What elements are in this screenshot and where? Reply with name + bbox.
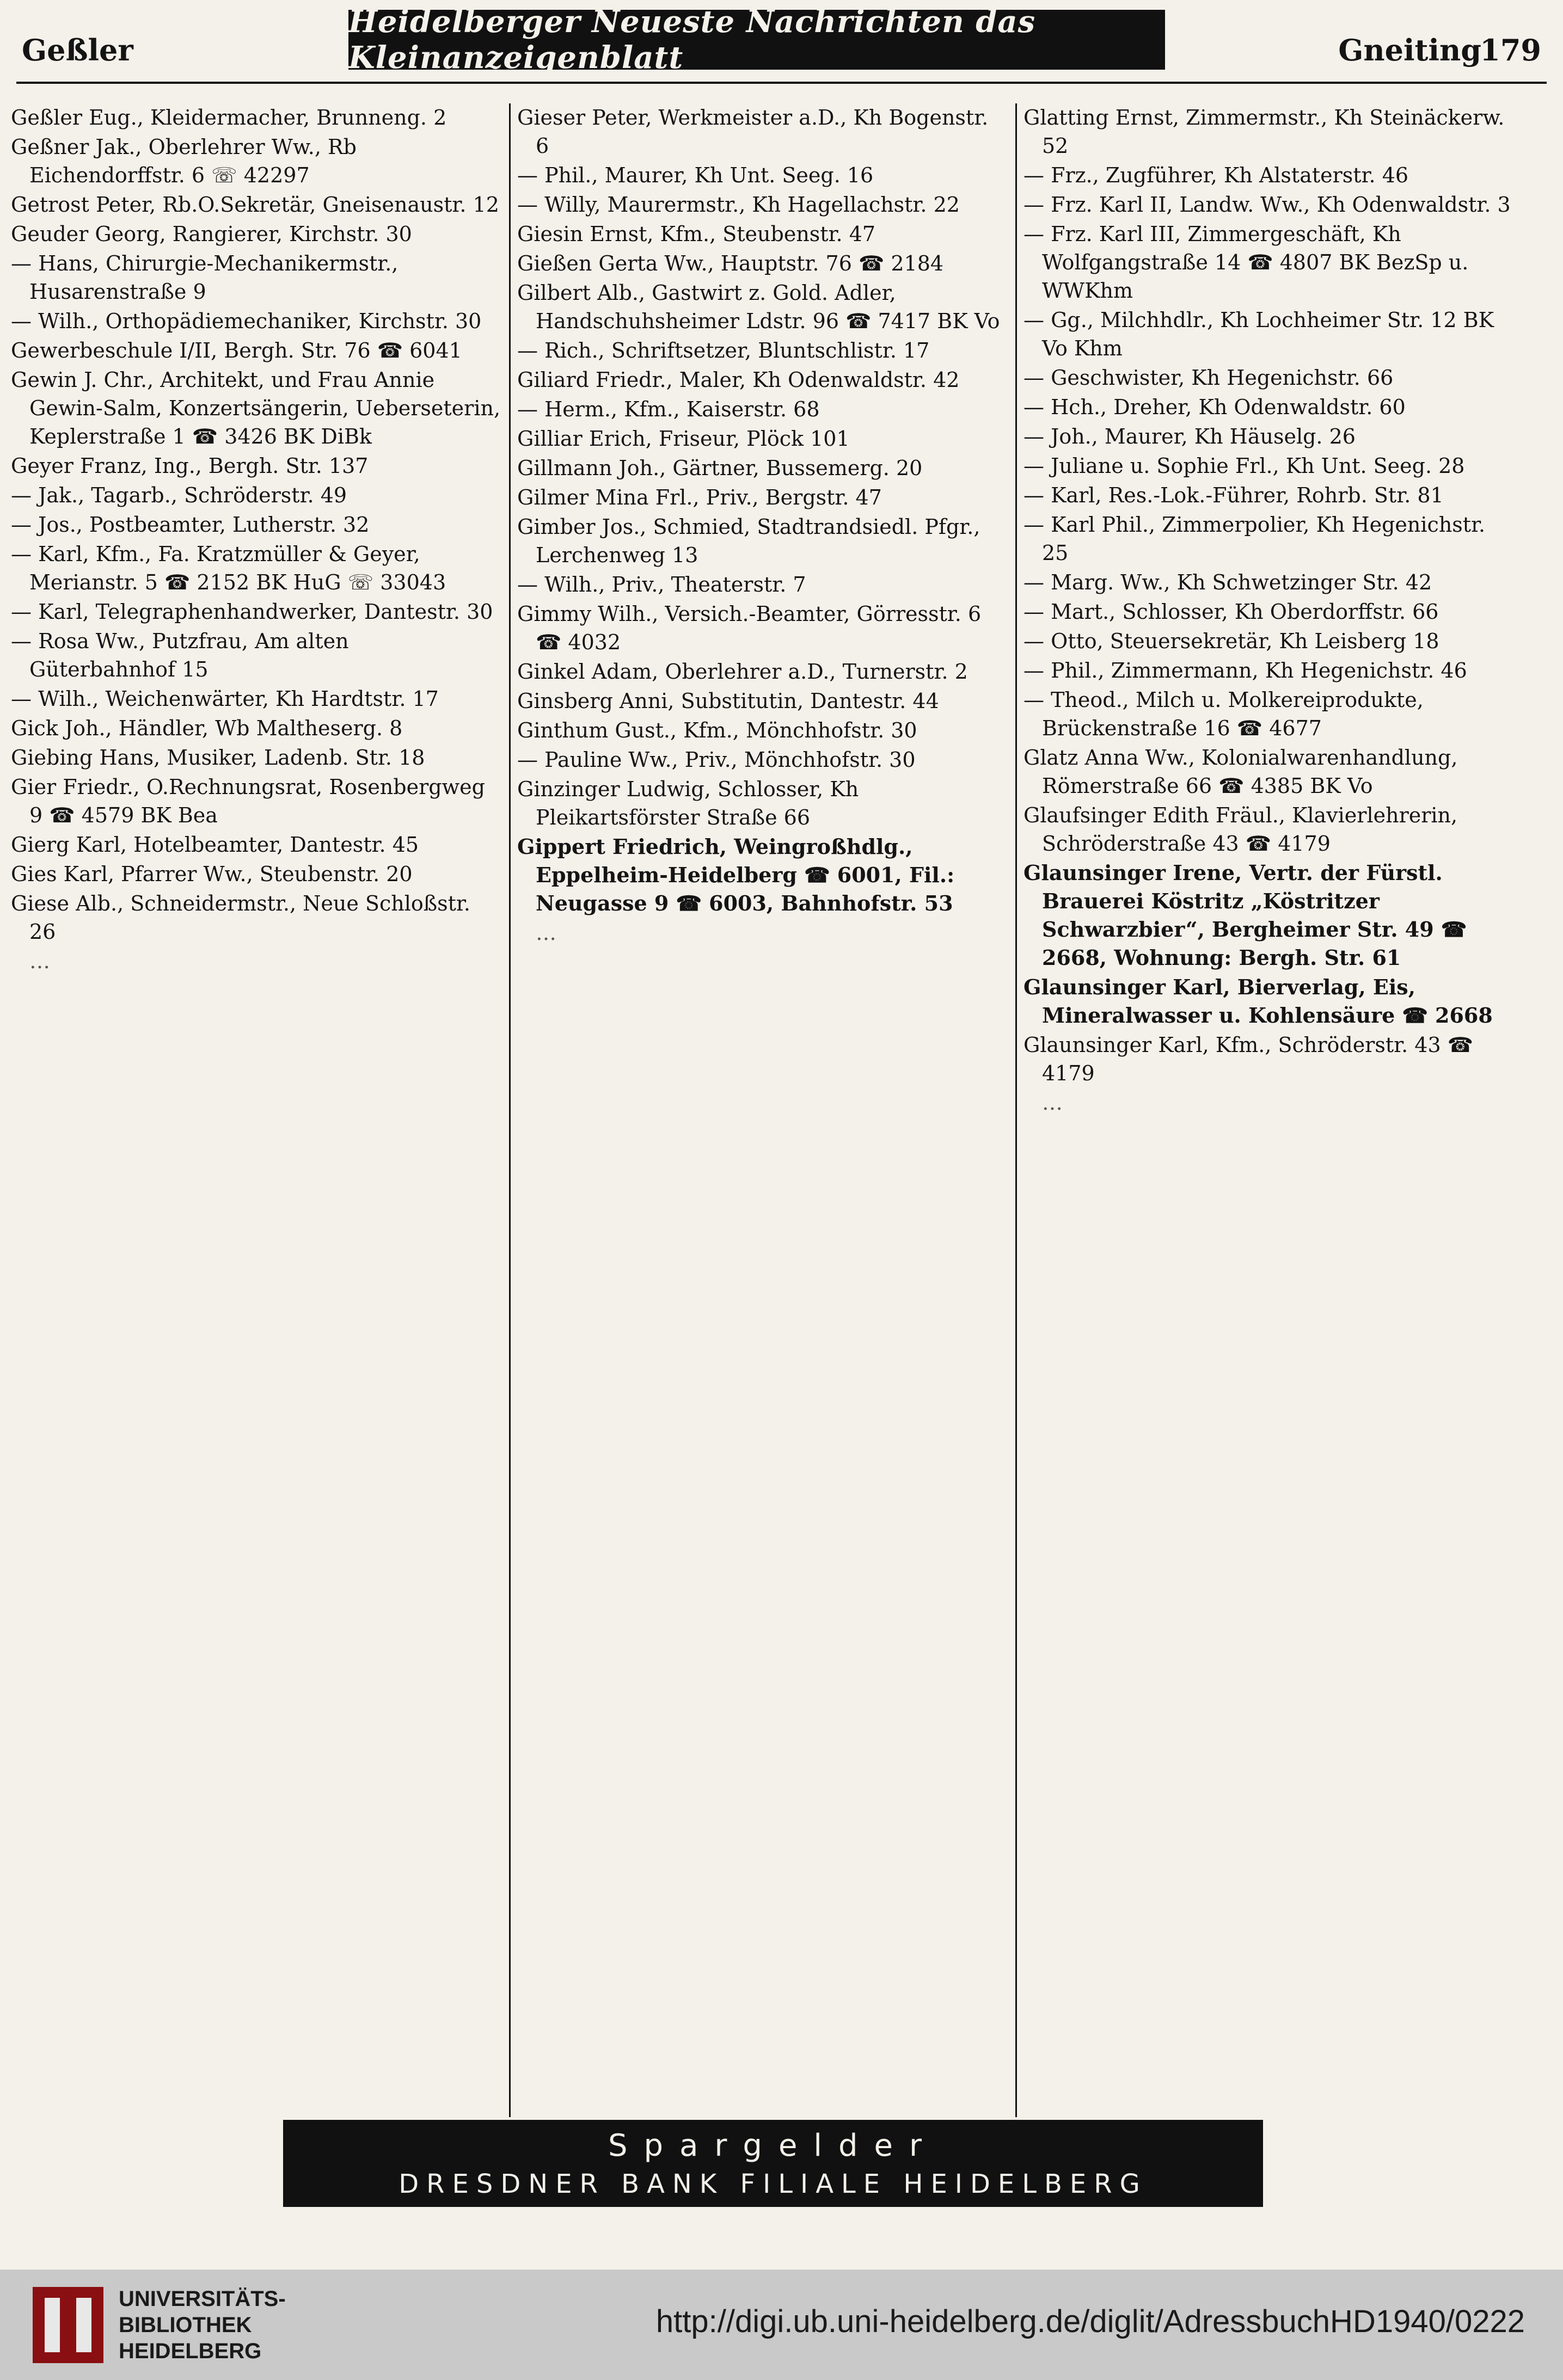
directory-entry: — Juliane u. Sophie Frl., Kh Unt. Seeg. 28 — [1023, 454, 1465, 478]
directory-entry: — Frz. Karl II, Landw. Ww., Kh Odenwaldstr. 3 — [1023, 193, 1511, 217]
directory-entry: Giese Alb., Schneidermstr., Neue Schloßstr. 26 — [11, 891, 470, 944]
directory-entry: — Geschwister, Kh Hegenichstr. 66 — [1023, 366, 1394, 390]
directory-entry: — Jos., Postbeamter, Lutherstr. 32 — [11, 513, 370, 537]
directory-entry: Gick Joh., Händler, Wb Maltheserg. 8 — [11, 716, 403, 740]
directory-entry: — Karl, Res.-Lok.-Führer, Rohrb. Str. 81 — [1023, 483, 1444, 507]
directory-entry: Geuder Georg, Rangierer, Kirchstr. 30 — [11, 222, 412, 246]
directory-entry: — Frz. Karl III, Zimmergeschäft, Kh Wolfgangstraße 14 ☎ 4807 BK BezSp u. WWKhm — [1023, 222, 1469, 303]
directory-entry: — Willy, Maurermstr., Kh Hagellachstr. 22 — [517, 193, 960, 217]
directory-entry: — Theod., Milch u. Molkereiprodukte, Brückenstraße 16 ☎ 4677 — [1023, 688, 1424, 740]
directory-entry: — Karl, Telegraphenhandwerker, Dantestr. 30 — [11, 600, 493, 624]
directory-entry: Geßler Eug., Kleidermacher, Brunneng. 2 — [11, 106, 447, 130]
directory-entry: Ginzinger Ludwig, Schlosser, Kh Pleikartsförster Straße 66 — [517, 777, 859, 829]
directory-entry: Gilliar Erich, Friseur, Plöck 101 — [517, 427, 850, 451]
directory-entry: — Otto, Steuersekretär, Kh Leisberg 18 — [1023, 629, 1439, 653]
directory-entry: — Karl, Kfm., Fa. Kratzmüller & Geyer, Merianstr. 5 ☎ 2152 BK HuG ☏ 33043 — [11, 542, 446, 594]
directory-entry: — Joh., Maurer, Kh Häuselg. 26 — [1023, 425, 1356, 448]
directory-entry: Geßner Jak., Oberlehrer Ww., Rb Eichendorffstr. 6 ☏ 42297 — [11, 135, 357, 187]
directory-entry: Gewin J. Chr., Architekt, und Frau Annie Gewin-Salm, Konzertsängerin, Ueberseterin, Keplerstraße 1 ☎ 3426 BK DiBk — [11, 368, 501, 448]
directory-entry: — Wilh., Orthopädiemechaniker, Kirchstr. 30 — [11, 309, 482, 333]
directory-entry: — Karl Phil., Zimmerpolier, Kh Hegenichstr. 25 — [1023, 513, 1486, 565]
column-divider — [509, 103, 511, 2117]
directory-entry: Gilbert Alb., Gastwirt z. Gold. Adler, Handschuhsheimer Ldstr. 96 ☎ 7417 BK Vo — [517, 281, 1000, 333]
source-url-link[interactable]: http://digi.ub.uni-heidelberg.de/diglit/AdressbuchHD1940/0222 — [655, 2304, 1525, 2339]
directory-entry: Glatting Ernst, Zimmermstr., Kh Steinäckerw. 52 — [1023, 106, 1505, 158]
header-first-name: Geßler — [22, 33, 133, 67]
library-footer — [0, 2270, 1563, 2380]
column-2 — [517, 103, 1007, 2117]
directory-entry: — Marg. Ww., Kh Schwetzinger Str. 42 — [1023, 570, 1432, 594]
directory-entry: Gieser Peter, Werkmeister a.D., Kh Bogenstr. 6 — [517, 106, 989, 158]
directory-entry: — Wilh., Priv., Theaterstr. 7 — [517, 573, 806, 596]
library-logo[interactable] — [33, 2286, 286, 2364]
directory-entry: Getrost Peter, Rb.O.Sekretär, Gneisenaustr. 12 — [11, 193, 499, 217]
directory-entry: Glaunsinger Karl, Bierverlag, Eis, Mineralwasser u. Kohlensäure ☎ 2668 — [1023, 975, 1493, 1028]
library-logo-text: UNIVERSITÄTS- BIBLIOTHEK HEIDELBERG — [119, 2286, 286, 2363]
column-1 — [11, 103, 501, 2117]
directory-entry: Glaunsinger Irene, Vertr. der Fürstl. Brauerei Köstritz „Köstritzer Schwarzbier“, Bergheimer Str. 49 ☎ 2668, Wohnung: Bergh. Str. 61 — [1023, 860, 1467, 970]
directory-entry: Glatz Anna Ww., Kolonialwarenhandlung, Römerstraße 66 ☎ 4385 BK Vo — [1023, 746, 1458, 798]
directory-entry: — Herm., Kfm., Kaiserstr. 68 — [517, 397, 820, 421]
directory-entry: — Frz., Zugführer, Kh Alstaterstr. 46 — [1023, 163, 1409, 187]
advertisement-banner — [283, 2120, 1263, 2207]
directory-entry: — Gg., Milchhdlr., Kh Lochheimer Str. 12 BK Vo Khm — [1023, 308, 1494, 360]
directory-entry: Gippert Friedrich, Weingroßhdlg., Eppelheim-Heidelberg ☎ 6001, Fil.: Neugasse 9 ☎ 6003, Bahnhofstr. 53 — [517, 834, 955, 915]
directory-entry: Gier Friedr., O.Rechnungsrat, Rosenbergweg 9 ☎ 4579 BK Bea — [11, 775, 485, 827]
directory-entry: — Phil., Zimmermann, Kh Hegenichstr. 46 — [1023, 659, 1467, 682]
directory-entry: — Mart., Schlosser, Kh Oberdorffstr. 66 — [1023, 600, 1439, 624]
directory-entry: — Jak., Tagarb., Schröderstr. 49 — [11, 483, 347, 507]
omitted-entries-marker: … — [1042, 1091, 1063, 1115]
omitted-entries-marker: … — [29, 949, 50, 973]
omitted-entries-marker: … — [536, 921, 556, 945]
library-logo-icon — [33, 2287, 103, 2363]
directory-entry: — Wilh., Weichenwärter, Kh Hardtstr. 17 — [11, 687, 439, 711]
column-divider — [1015, 103, 1017, 2117]
directory-entry: — Hch., Dreher, Kh Odenwaldstr. 60 — [1023, 395, 1406, 419]
directory-entry: Gies Karl, Pfarrer Ww., Steubenstr. 20 — [11, 862, 413, 886]
directory-entry: Geyer Franz, Ing., Bergh. Str. 137 — [11, 454, 369, 478]
header-banner: Heidelberger Neueste Nachrichten das Kleinanzeigenblatt — [348, 10, 1165, 70]
directory-entry: Giebing Hans, Musiker, Ladenb. Str. 18 — [11, 746, 425, 770]
directory-entry: Gillmann Joh., Gärtner, Bussemerg. 20 — [517, 456, 923, 480]
ad-headline: Spargelder — [608, 2127, 939, 2163]
directory-entry: Gießen Gerta Ww., Hauptstr. 76 ☎ 2184 — [517, 251, 944, 275]
directory-entry: Gewerbeschule I/II, Bergh. Str. 76 ☎ 6041 — [11, 339, 462, 362]
directory-entry: Giliard Friedr., Maler, Kh Odenwaldstr. 42 — [517, 368, 960, 392]
directory-entry: Ginsberg Anni, Substitutin, Dantestr. 44 — [517, 689, 939, 713]
page-number: 179 — [1480, 33, 1541, 67]
directory-entry: Gilmer Mina Frl., Priv., Bergstr. 47 — [517, 485, 882, 509]
directory-entry: Gierg Karl, Hotelbeamter, Dantestr. 45 — [11, 833, 419, 857]
directory-entry: Gimber Jos., Schmied, Stadtrandsiedl. Pfgr., Lerchenweg 13 — [517, 515, 980, 567]
header-divider — [16, 82, 1547, 84]
directory-entry: — Hans, Chirurgie-Mechanikermstr., Husarenstraße 9 — [11, 251, 399, 304]
directory-entry: — Rosa Ww., Putzfrau, Am alten Güterbahnhof 15 — [11, 629, 349, 681]
directory-entry: Ginkel Adam, Oberlehrer a.D., Turnerstr. 2 — [517, 660, 968, 684]
ad-subline: DRESDNER BANK FILIALE HEIDELBERG — [399, 2168, 1148, 2199]
directory-entry: Ginthum Gust., Kfm., Mönchhofstr. 30 — [517, 718, 917, 742]
directory-entry: — Pauline Ww., Priv., Mönchhofstr. 30 — [517, 748, 916, 772]
directory-entry: — Phil., Maurer, Kh Unt. Seeg. 16 — [517, 163, 874, 187]
directory-entry: Gimmy Wilh., Versich.-Beamter, Görresstr. 6 ☎ 4032 — [517, 602, 982, 654]
directory-entry: Giesin Ernst, Kfm., Steubenstr. 47 — [517, 222, 876, 246]
directory-entry: — Rich., Schriftsetzer, Bluntschlistr. 17 — [517, 339, 930, 362]
column-3 — [1023, 103, 1513, 2117]
header-last-name: Gneiting — [1338, 33, 1481, 67]
directory-entry: Glaunsinger Karl, Kfm., Schröderstr. 43 ☎ 4179 — [1023, 1033, 1474, 1085]
directory-entry: Glaufsinger Edith Fräul., Klavierlehrerin, Schröderstraße 43 ☎ 4179 — [1023, 803, 1458, 856]
